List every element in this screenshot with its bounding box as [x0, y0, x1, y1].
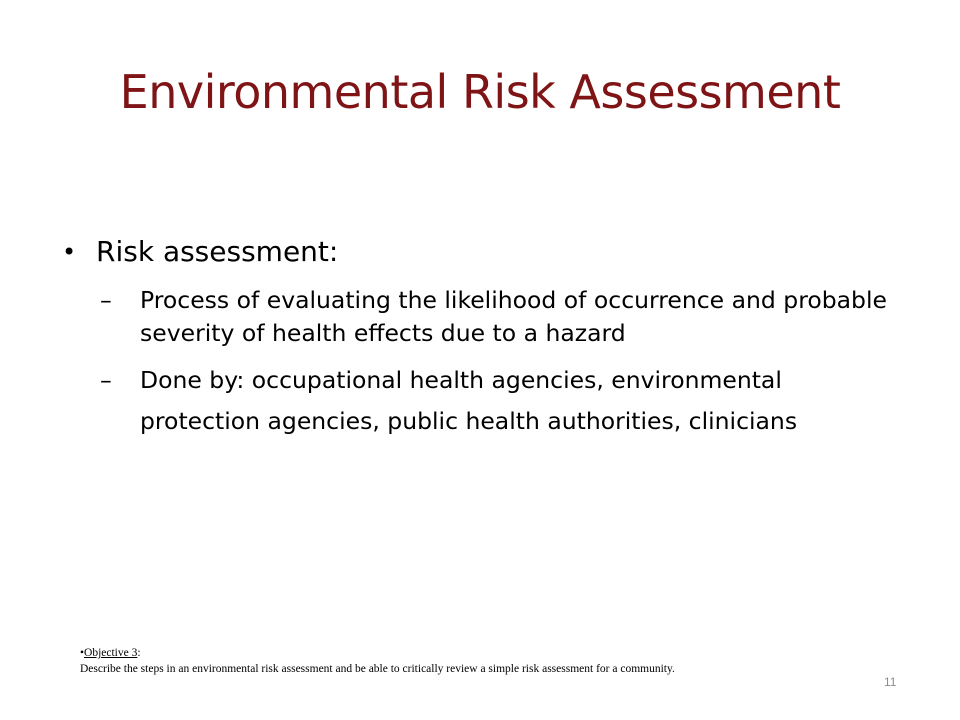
sub-bullet-text: Process of evaluating the likelihood of occurrence and probable severity of health effects due to a hazard — [140, 286, 887, 347]
dash-marker: – — [100, 286, 112, 314]
objective-colon: : — [137, 647, 141, 659]
bullet-risk-assessment — [58, 232, 908, 272]
slide-body — [58, 232, 908, 452]
slide-title: Environmental Risk Assessment — [119, 65, 841, 119]
objective-bullet: • — [80, 647, 85, 659]
bullet-marker: • — [62, 238, 77, 266]
objective-label: Objective 3 — [84, 647, 138, 659]
dash-marker: – — [100, 366, 112, 394]
sub-bullet-done-by — [58, 360, 908, 442]
objective-text: Describe the steps in an environmental risk assessment and be able to critically review a simple risk assessment for a community. — [80, 663, 675, 675]
sub-bullet-process — [58, 284, 908, 350]
objective-note — [80, 645, 880, 677]
sub-bullet-text: Done by: occupational health agencies, environmental protection agencies, public health authorities, clinicians — [140, 366, 798, 435]
page-number: 11 — [884, 675, 897, 689]
objective-heading — [80, 645, 880, 661]
bullet-text: Risk assessment: — [96, 235, 339, 268]
